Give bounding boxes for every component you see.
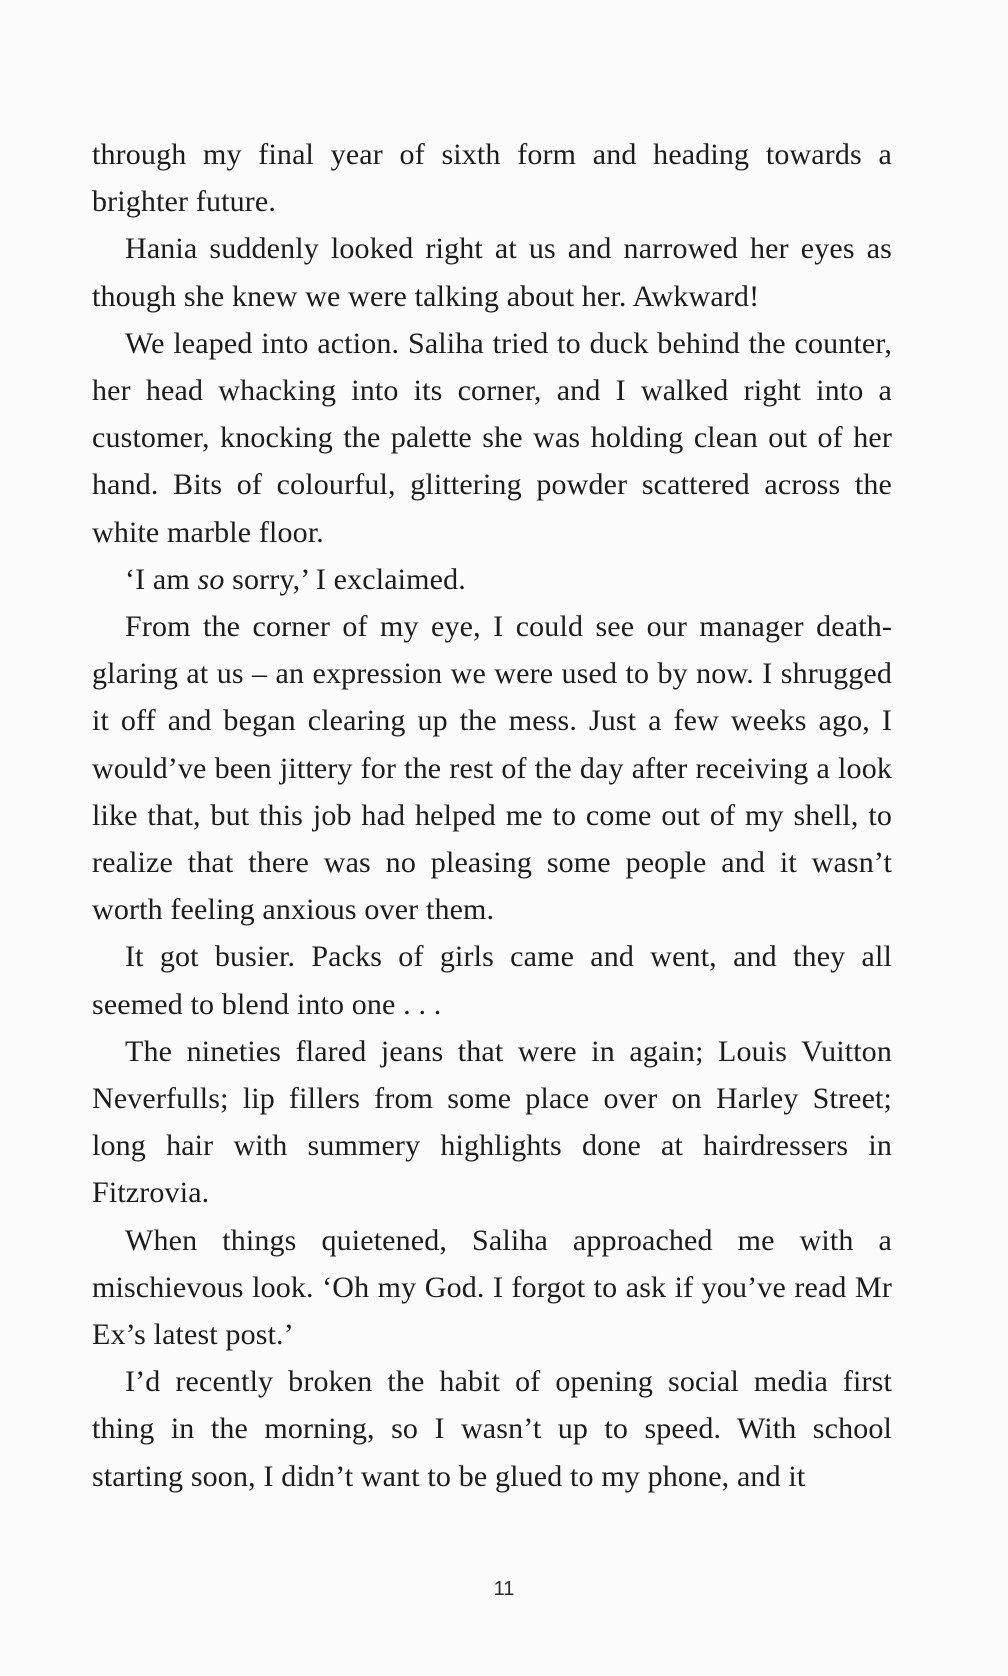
paragraph: Hania suddenly looked right at us and narrowed her eyes as though she knew we were talking about her. Awkward! — [92, 232, 892, 313]
paragraph: When things quietened, Saliha approached me with a mischievous look. ‘Oh my God. I forgot to ask if you’ve read Mr Ex’s latest post.’ — [92, 1223, 892, 1352]
paragraph-dialogue — [92, 556, 892, 603]
paragraph: From the corner of my eye, I could see our manager death-glaring at us – an expression we were used to by now. I shrugged it off and began clearing up the mess. Just a few weeks ago, I would’ve been jittery for the rest of the day after receiving a look like that, but this job had helped me to come out of my shell, to realize that there was no pleasing some people and it wasn’t worth feeling anxious over them. — [92, 610, 892, 927]
paragraph: I’d recently broken the habit of opening social media first thing in the morning, so I wasn’t up to speed. With school starting soon, I didn’t want to be glued to my phone, and it — [92, 1365, 892, 1493]
paragraph: The nineties flared jeans that were in again; Louis Vuitton Neverfulls; lip fillers from some place over on Harley Street; long hair with summery highlights done at hairdressers in Fitzrovia. — [92, 1034, 892, 1210]
body-text — [92, 131, 892, 1500]
paragraph: We leaped into action. Saliha tried to duck behind the counter, her head whacking into its corner, and I walked right into a customer, knocking the palette she was holding clean out of her hand. Bits of colourful, glittering powder scattered across the white marble floor. — [92, 326, 892, 549]
emphasis-word: so — [197, 562, 225, 596]
page-number: 11 — [493, 1578, 515, 1600]
dialogue-start: ‘I am — [125, 562, 198, 596]
dialogue-end: sorry,’ I exclaimed. — [224, 562, 466, 596]
paragraph: It got busier. Packs of girls came and went, and they all seemed to blend into one . . . — [92, 940, 892, 1021]
paragraph-continuation: through my final year of sixth form and heading towards a brighter future. — [92, 138, 892, 219]
